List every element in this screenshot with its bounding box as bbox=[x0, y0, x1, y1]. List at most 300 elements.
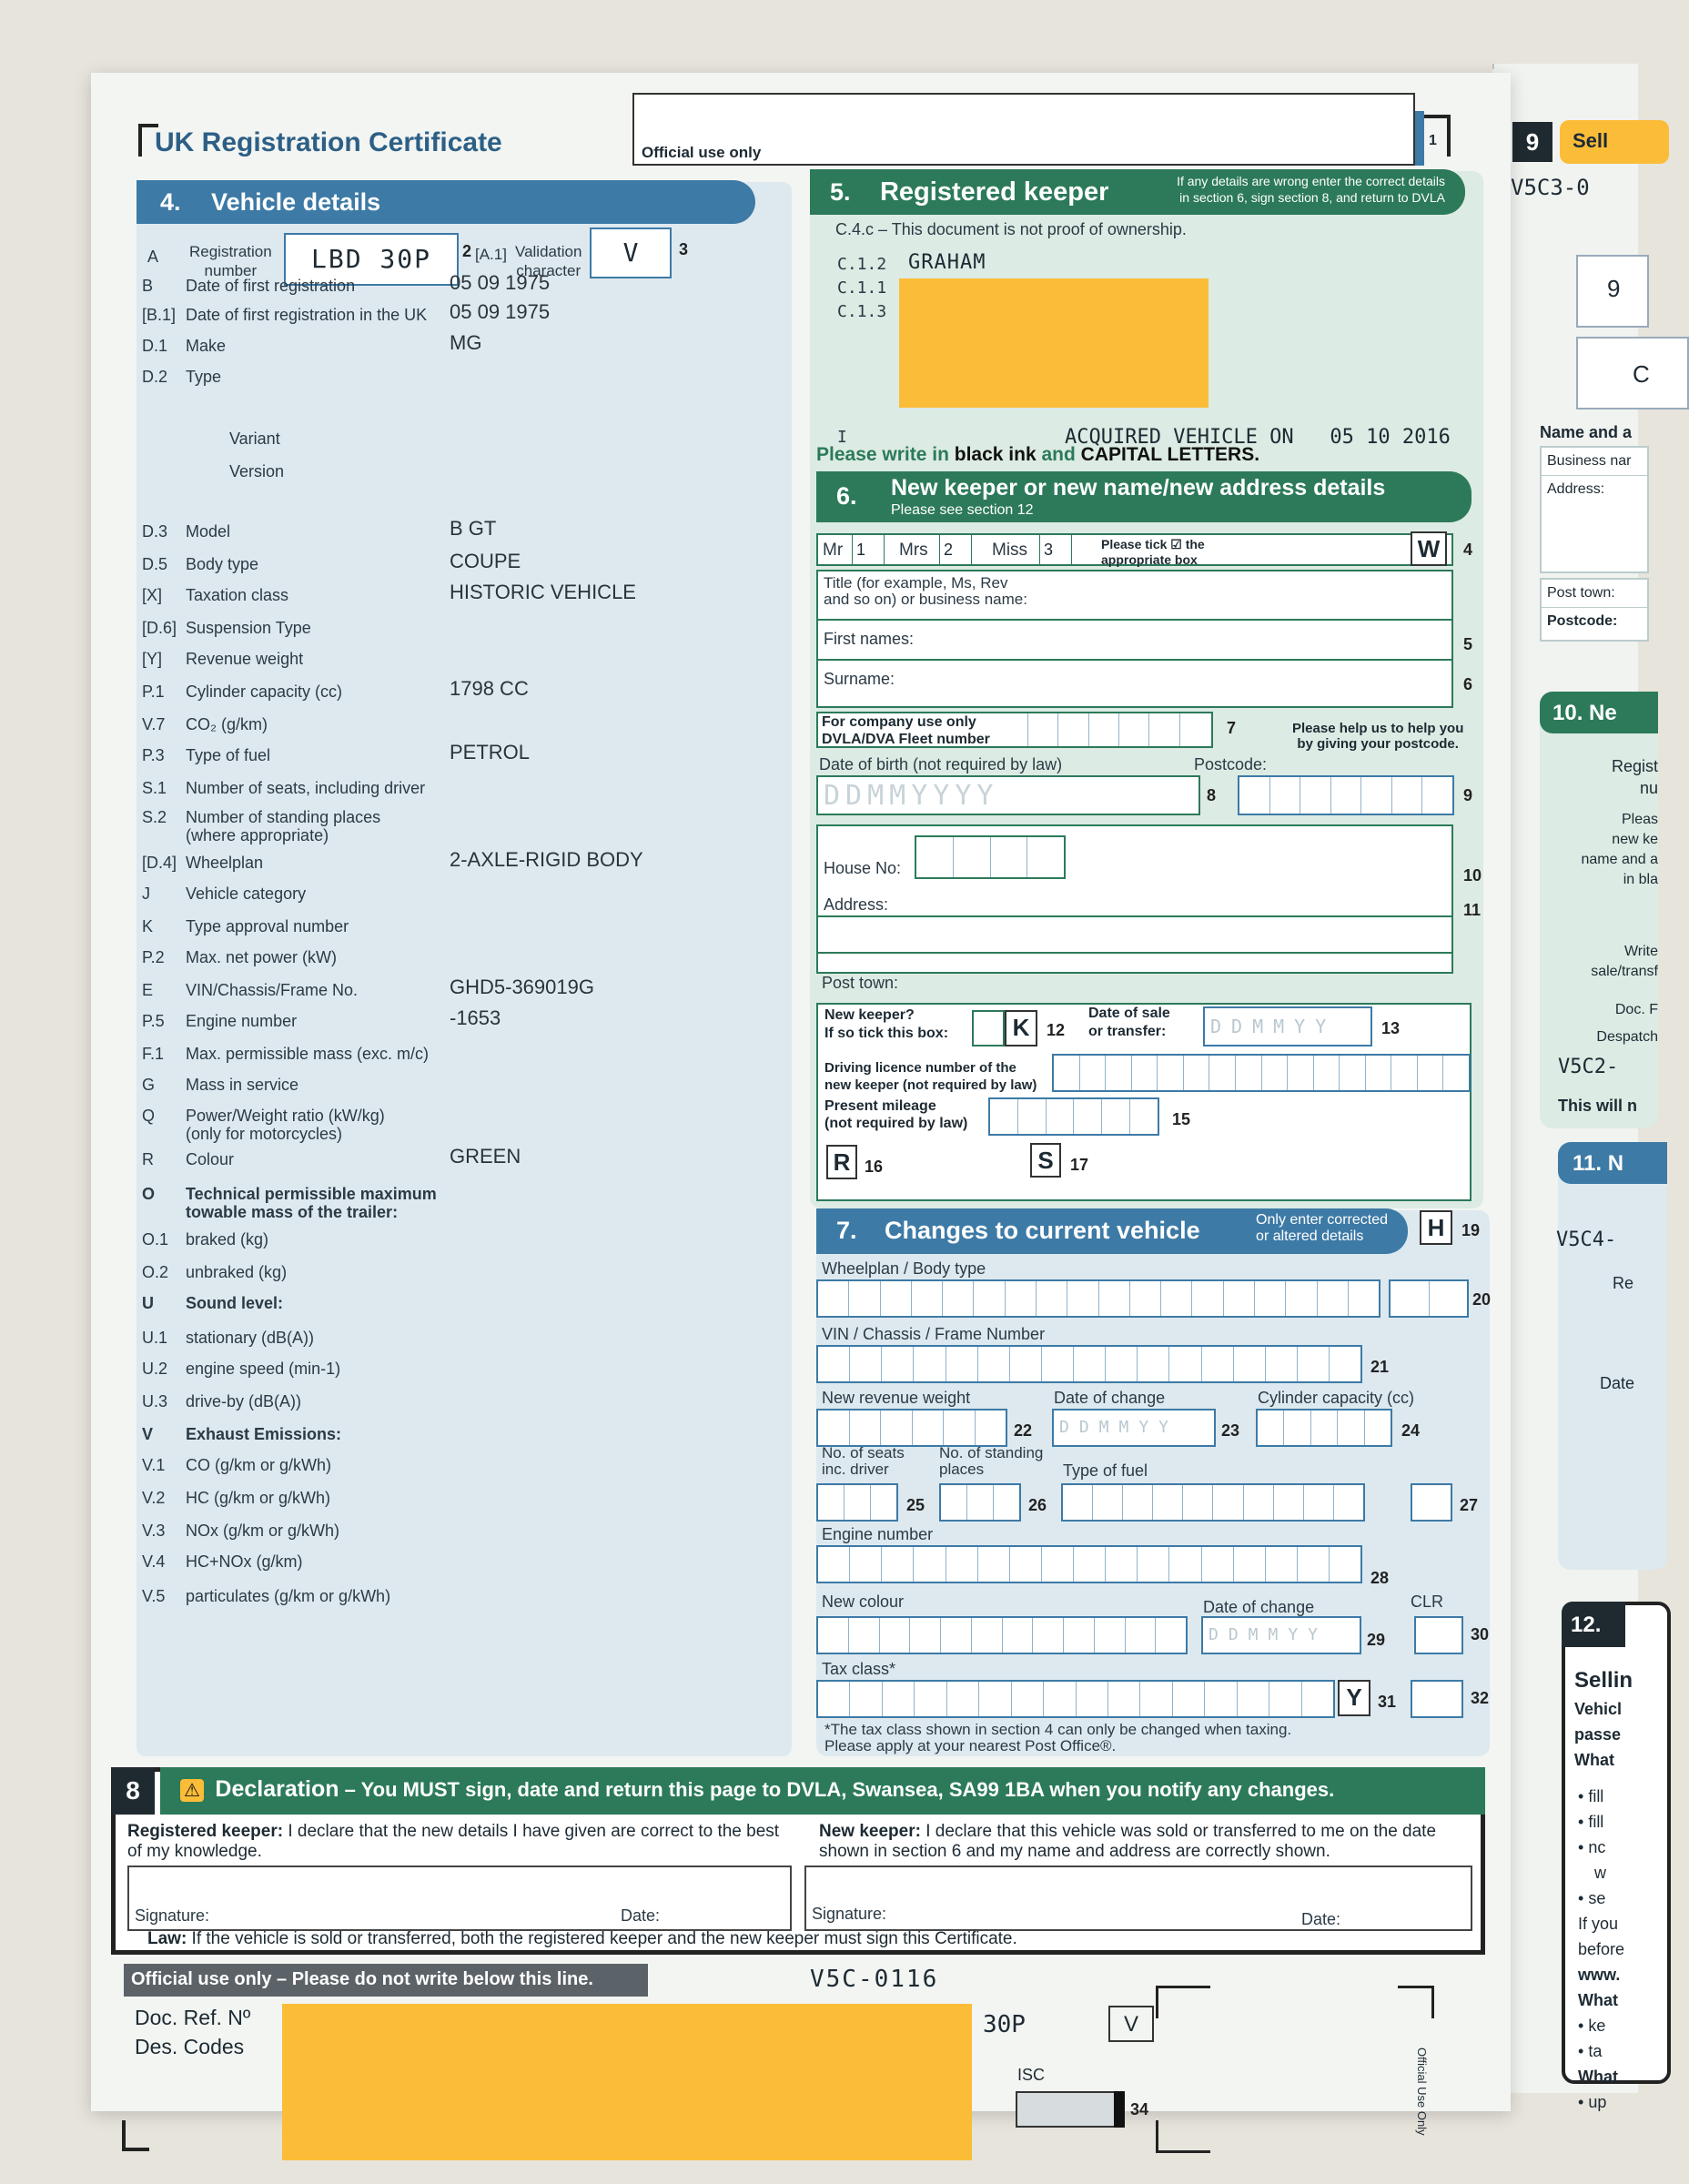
text-pleas: Pleas bbox=[1621, 812, 1658, 827]
field-label: particulates (g/km or g/kWh) bbox=[186, 1587, 391, 1605]
standing-input[interactable] bbox=[939, 1483, 1021, 1522]
colour-date-label: Date of change bbox=[1203, 1598, 1315, 1616]
text-fill1: fill bbox=[1588, 1787, 1604, 1805]
acquired-date: ACQUIRED VEHICLE ON 05 10 2016 bbox=[1065, 426, 1451, 449]
field-label: stationary (dB(A)) bbox=[186, 1329, 315, 1347]
house-number-input[interactable] bbox=[915, 835, 1066, 879]
wheelplan-number: 20 bbox=[1472, 1290, 1492, 1309]
dob-label: Date of birth (not required by law) bbox=[819, 755, 1063, 774]
field-code: V.3 bbox=[142, 1522, 166, 1540]
ref-code: V5C3-0 bbox=[1511, 175, 1590, 200]
text-w: w bbox=[1594, 1864, 1606, 1882]
rk-bold: Registered keeper: bbox=[127, 1822, 284, 1841]
tax-code-number: 32 bbox=[1471, 1689, 1490, 1707]
mrs-checkbox[interactable]: 2 bbox=[939, 535, 972, 564]
field-label: Revenue weight bbox=[186, 650, 304, 668]
official-use-number: 1 bbox=[1429, 133, 1437, 148]
field-label: CO (g/km or g/kWh) bbox=[186, 1456, 332, 1474]
mileage-label: Present mileage (not required by law) bbox=[824, 1098, 968, 1131]
law-text: If the vehicle is sold or transferred, both the registered keeper and the new keeper must sign this Certificate. bbox=[187, 1929, 1017, 1948]
mileage-input[interactable] bbox=[988, 1097, 1159, 1136]
section-5-number: 5. bbox=[830, 178, 851, 206]
official-corner-tr bbox=[1398, 1986, 1434, 2018]
official-use-banner: Official use only – Please do not write below this line. bbox=[124, 1964, 648, 1997]
c12-code: C.1.2 bbox=[837, 255, 887, 274]
field-label: Max. net power (kW) bbox=[186, 948, 338, 966]
seats-input[interactable] bbox=[816, 1483, 898, 1522]
field-code: R bbox=[142, 1150, 154, 1168]
date-of-change-input[interactable] bbox=[1052, 1409, 1216, 1447]
bullet-1: • fill bbox=[1578, 1787, 1604, 1805]
field-code: [B.1] bbox=[142, 306, 177, 324]
text-before: before bbox=[1578, 1940, 1625, 1958]
name-and-address: Name and a bbox=[1540, 423, 1633, 441]
rk-date-label: Date: bbox=[621, 1906, 661, 1925]
adjacent-page bbox=[1492, 64, 1658, 2111]
field-label: HC (g/km or g/kWh) bbox=[186, 1489, 331, 1507]
y-number: 31 bbox=[1378, 1693, 1397, 1711]
text-sellin: Sellin bbox=[1574, 1668, 1633, 1693]
postcode-label: Postcode: bbox=[1547, 613, 1618, 629]
law-notice bbox=[147, 1929, 1017, 1949]
field-label: VIN/Chassis/Frame No. bbox=[186, 981, 359, 999]
divider bbox=[818, 915, 1451, 917]
tax-code-input[interactable] bbox=[1411, 1680, 1463, 1718]
field-value: 2-AXLE-RIGID BODY bbox=[450, 848, 643, 871]
this-will-note: This will n bbox=[1558, 1097, 1638, 1115]
field-label: Mass in service bbox=[186, 1076, 299, 1094]
title-field-label: Title (for example, Ms, Rev and so on) or business name: bbox=[824, 574, 1027, 608]
vin-number: 21 bbox=[1370, 1358, 1390, 1376]
standing-label: No. of standing places bbox=[939, 1444, 1044, 1478]
section-10-write bbox=[1558, 942, 1658, 982]
field-code: U.3 bbox=[142, 1392, 168, 1410]
new-keeper-number: 12 bbox=[1047, 1021, 1066, 1039]
field-code: P.2 bbox=[142, 948, 165, 966]
text-www: www. bbox=[1578, 1966, 1621, 1984]
miss-label: Miss bbox=[992, 541, 1028, 560]
text-what3: What bbox=[1578, 2068, 1618, 2086]
field-code: [D.6] bbox=[142, 619, 177, 637]
text-nu: nu bbox=[1639, 779, 1658, 797]
text-ke: ke bbox=[1588, 2017, 1606, 2035]
official-corner-bl bbox=[1156, 2120, 1210, 2153]
field-label: Suspension Type bbox=[186, 619, 311, 637]
surname-label: Surname: bbox=[824, 670, 895, 688]
date-of-sale-number: 13 bbox=[1381, 1019, 1401, 1037]
field-value: COUPE bbox=[450, 550, 521, 572]
nk-bold: New keeper: bbox=[819, 1822, 921, 1841]
field-code: B bbox=[142, 277, 154, 295]
tick-note: Please tick ☑ the appropriate box bbox=[1101, 537, 1205, 567]
text-vehicl: Vehicl bbox=[1574, 1700, 1623, 1718]
address-label: Address: bbox=[1547, 481, 1605, 497]
name-address-box bbox=[1540, 446, 1649, 573]
bullet-5: • ke bbox=[1578, 2017, 1606, 2035]
field-code: V.4 bbox=[142, 1552, 166, 1571]
r-box: R bbox=[826, 1145, 857, 1179]
field-label: Technical permissible maximum towable mass of the trailer: bbox=[186, 1185, 437, 1221]
field-label: Variant bbox=[229, 430, 280, 448]
business-label: Business nar bbox=[1542, 448, 1647, 476]
seats-number: 25 bbox=[906, 1496, 925, 1514]
fleet-number-box[interactable] bbox=[816, 712, 1213, 748]
clr-number: 30 bbox=[1471, 1625, 1490, 1643]
field-code: S.2 bbox=[142, 808, 167, 826]
rk-signature-box[interactable] bbox=[127, 1866, 792, 1931]
field-code: E bbox=[142, 981, 154, 999]
text-re: Re bbox=[1613, 1274, 1634, 1292]
k-box: K bbox=[1005, 1010, 1037, 1046]
text-passe: passe bbox=[1574, 1725, 1622, 1744]
postcode-label: Postcode: bbox=[1194, 755, 1268, 774]
v5c2-code: V5C2- bbox=[1558, 1056, 1619, 1078]
s-number: 17 bbox=[1070, 1156, 1089, 1174]
divider bbox=[818, 659, 1451, 661]
field-value: 1798 CC bbox=[450, 677, 529, 700]
section-11-header bbox=[1558, 1142, 1667, 1184]
field-code: S.1 bbox=[142, 779, 167, 797]
standing-number: 26 bbox=[1028, 1496, 1047, 1514]
dob-number: 8 bbox=[1207, 786, 1217, 804]
official-use-box bbox=[632, 93, 1415, 166]
text-up: up bbox=[1588, 2093, 1607, 2111]
declaration-instruction: – You MUST sign, date and return this page to DVLA, Swansea, SA99 1BA when you notify any changes. bbox=[339, 1778, 1335, 1801]
revenue-weight-input[interactable] bbox=[816, 1409, 1007, 1447]
post-town-number: 11 bbox=[1463, 901, 1482, 919]
section-7-number: 7. bbox=[836, 1217, 857, 1244]
official-use-vertical: Official Use Only bbox=[1415, 2048, 1429, 2136]
fuel-code-input[interactable] bbox=[1411, 1483, 1452, 1522]
text-write: Write bbox=[1623, 944, 1658, 959]
h-number: 19 bbox=[1461, 1221, 1481, 1239]
footer-validation-box: V bbox=[1108, 2006, 1154, 2042]
address-fields[interactable] bbox=[816, 824, 1453, 974]
nk-date-label: Date: bbox=[1301, 1910, 1341, 1928]
field-code: D.3 bbox=[142, 522, 168, 541]
section-4-number: 4. bbox=[160, 188, 181, 216]
reg-label: Registration number bbox=[189, 243, 272, 279]
field-code: Q bbox=[142, 1107, 156, 1125]
new-keeper-declaration bbox=[819, 1822, 1474, 1862]
nk-text: I declare that this vehicle was sold or transferred to me on the date shown in section 6 and my name and address are correctly shown. bbox=[819, 1822, 1437, 1861]
section-9-title: Sell bbox=[1560, 120, 1669, 164]
field-label: Type of fuel bbox=[186, 746, 271, 764]
field-value: 05 09 1975 bbox=[450, 271, 551, 294]
section-10-text bbox=[1585, 755, 1658, 799]
field-code: O.2 bbox=[142, 1263, 169, 1281]
field-label: drive-by (dB(A)) bbox=[186, 1392, 302, 1410]
redacted-codes bbox=[282, 2004, 972, 2160]
y-box: Y bbox=[1338, 1680, 1370, 1716]
dob-input[interactable] bbox=[816, 775, 1200, 815]
w-number: 4 bbox=[1463, 541, 1473, 559]
clr-input[interactable] bbox=[1414, 1616, 1463, 1654]
ownership-notice: C.4.c – This document is not proof of ownership. bbox=[835, 220, 1187, 238]
mr-checkbox[interactable]: 1 bbox=[852, 535, 885, 564]
first-names-number: 5 bbox=[1463, 635, 1473, 653]
section-10-para bbox=[1558, 810, 1658, 890]
rk-signature-label: Signature: bbox=[135, 1906, 210, 1925]
field-code: O bbox=[142, 1185, 156, 1203]
field-code: D.2 bbox=[142, 368, 168, 386]
nk-signature-label: Signature: bbox=[812, 1905, 887, 1923]
bullet-2: • fill bbox=[1578, 1813, 1604, 1831]
mileage-number: 15 bbox=[1172, 1110, 1191, 1128]
field-code: V.5 bbox=[142, 1587, 166, 1605]
dob-placeholder: DDMMYYYY bbox=[824, 779, 999, 812]
vin-label: VIN / Chassis / Frame Number bbox=[822, 1325, 1046, 1343]
bullet-3: • nc bbox=[1578, 1838, 1606, 1856]
section-10-title: Ne bbox=[1589, 701, 1617, 725]
divider bbox=[818, 952, 1451, 954]
text-namea: name and a bbox=[1581, 852, 1658, 867]
date-of-sale-label: Date of sale or transfer: bbox=[1088, 1006, 1170, 1039]
engine-input[interactable] bbox=[816, 1545, 1362, 1583]
field-code: F.1 bbox=[142, 1045, 165, 1063]
field-label: Number of seats, including driver bbox=[186, 779, 426, 797]
section-4-header bbox=[137, 180, 755, 224]
section-9-number: 9 bbox=[1512, 122, 1552, 162]
fleet-number: 7 bbox=[1227, 719, 1237, 737]
section-10-number: 10. bbox=[1552, 701, 1583, 725]
field-label: HC+NOx (g/km) bbox=[186, 1552, 303, 1571]
text-ta: ta bbox=[1588, 2042, 1603, 2060]
official-use-label: Official use only bbox=[642, 144, 762, 161]
section-6-title: New keeper or new name/new address details bbox=[891, 475, 1386, 500]
section-4-panel bbox=[137, 182, 792, 1756]
validation-field-number: 3 bbox=[679, 240, 689, 258]
field-code: V.1 bbox=[142, 1456, 166, 1474]
divider bbox=[818, 619, 1451, 621]
field-label: Type approval number bbox=[186, 917, 349, 935]
field-code: K bbox=[142, 917, 154, 935]
field-code: [X] bbox=[142, 586, 163, 604]
field-label: Date of first registration in the UK bbox=[186, 306, 428, 324]
section-8-number: 8 bbox=[111, 1767, 155, 1815]
postcode-help: Please help us to help you by giving your postcode. bbox=[1292, 721, 1464, 752]
nk-signature-box[interactable] bbox=[804, 1866, 1472, 1931]
new-keeper-label: New keeper? If so tick this box: bbox=[824, 1007, 949, 1041]
field-label: engine speed (min-1) bbox=[186, 1360, 341, 1378]
field-code: V bbox=[142, 1425, 154, 1443]
field-label: Date of first registration bbox=[186, 277, 356, 295]
colour-number: 29 bbox=[1367, 1631, 1386, 1649]
surname-number: 6 bbox=[1463, 675, 1473, 693]
post-town-label: Post town: bbox=[822, 974, 899, 992]
field-label: unbraked (kg) bbox=[186, 1263, 288, 1281]
colour-date-input[interactable] bbox=[1201, 1616, 1361, 1654]
v5c4-code: V5C4- bbox=[1556, 1228, 1617, 1251]
keeper-name: GRAHAM bbox=[908, 251, 986, 274]
fuel-number: 27 bbox=[1460, 1496, 1479, 1514]
section-7-title: Changes to current vehicle bbox=[884, 1217, 1200, 1244]
vin-input[interactable] bbox=[816, 1345, 1362, 1383]
cylinder-number: 24 bbox=[1401, 1421, 1421, 1440]
bullet-7: • up bbox=[1578, 2093, 1607, 2111]
section-10-header bbox=[1540, 692, 1658, 733]
field-label: Engine number bbox=[186, 1012, 298, 1030]
c13-code: C.1.3 bbox=[837, 302, 887, 321]
new-colour-input[interactable] bbox=[816, 1616, 1188, 1654]
miss-checkbox[interactable]: 3 bbox=[1039, 535, 1072, 564]
address-label: Address: bbox=[824, 895, 889, 914]
post-box bbox=[1540, 578, 1649, 642]
seats-label: No. of seats inc. driver bbox=[822, 1444, 905, 1478]
reg-suffix: 30P bbox=[983, 2011, 1026, 2038]
section-6-header bbox=[816, 471, 1472, 522]
field-code: [D.4] bbox=[142, 854, 177, 872]
i-code: I bbox=[837, 428, 847, 447]
postcode-input[interactable] bbox=[1238, 775, 1454, 815]
field-code: [Y] bbox=[142, 650, 163, 668]
reg-code: A bbox=[147, 248, 159, 266]
section-10-doc bbox=[1558, 996, 1658, 1051]
wheelplan-input[interactable] bbox=[816, 1279, 1381, 1318]
field-label: Cylinder capacity (cc) bbox=[186, 682, 343, 701]
section-4-title: Vehicle details bbox=[211, 188, 381, 216]
isc-box bbox=[1016, 2091, 1125, 2128]
fleet-label bbox=[822, 713, 990, 748]
field-code: V.2 bbox=[142, 1489, 166, 1507]
field-value: B GT bbox=[450, 517, 497, 540]
field-label: NOx (g/km or g/kWh) bbox=[186, 1522, 340, 1540]
field-code: U.2 bbox=[142, 1360, 168, 1378]
des-codes-label: Des. Codes bbox=[135, 2035, 245, 2058]
redacted-address bbox=[899, 278, 1209, 408]
wheelplan-extra[interactable] bbox=[1389, 1279, 1469, 1318]
fleet-label-text: For company use only DVLA/DVA Fleet number bbox=[822, 714, 990, 747]
name-fields[interactable] bbox=[816, 570, 1453, 708]
engine-number: 28 bbox=[1370, 1569, 1390, 1587]
doc-ref-label: Doc. Ref. Nº bbox=[135, 2006, 251, 2029]
field-label: Type bbox=[186, 368, 222, 386]
licence-input[interactable] bbox=[1052, 1054, 1471, 1092]
field-label: Wheelplan bbox=[186, 854, 264, 872]
validation-label: Validation character bbox=[515, 243, 582, 279]
field-value: -1653 bbox=[450, 1006, 501, 1029]
fleet-cells[interactable] bbox=[1027, 713, 1209, 746]
revenue-weight-label: New revenue weight bbox=[822, 1389, 971, 1407]
field-code: V.7 bbox=[142, 715, 166, 733]
field-label: Make bbox=[186, 337, 227, 355]
page-title: UK Registration Certificate bbox=[155, 127, 502, 157]
section-12-number: 12. bbox=[1562, 1602, 1625, 1647]
section-5-title: Registered keeper bbox=[879, 177, 1109, 207]
clr-label: CLR bbox=[1411, 1592, 1444, 1611]
wheelplan-label: Wheelplan / Body type bbox=[822, 1259, 986, 1278]
registration-number[interactable]: LBD 30P bbox=[284, 233, 459, 286]
cylinder-label: Cylinder capacity (cc) bbox=[1258, 1389, 1415, 1407]
date-of-change-number: 23 bbox=[1221, 1421, 1240, 1440]
validation-character[interactable]: V bbox=[590, 228, 672, 278]
field-code: D.5 bbox=[142, 555, 168, 573]
official-use-edge bbox=[1415, 111, 1424, 166]
field-label: Max. permissible mass (exc. m/c) bbox=[186, 1045, 430, 1063]
text-what: What bbox=[1574, 1751, 1614, 1769]
w-box: W bbox=[1411, 531, 1447, 566]
text-docf: Doc. F bbox=[1614, 1002, 1658, 1017]
field-label: Number of standing places (where appropriate) bbox=[186, 808, 381, 844]
section-6-subtitle: Please see section 12 bbox=[891, 502, 1034, 518]
form-reference: V5C-0116 bbox=[810, 1966, 939, 1993]
section-7-header bbox=[816, 1208, 1408, 1254]
text-ifyou: If you bbox=[1578, 1915, 1619, 1933]
fuel-input[interactable] bbox=[1061, 1483, 1365, 1522]
field-label: braked (kg) bbox=[186, 1230, 269, 1249]
field-label: Vehicle category bbox=[186, 885, 307, 903]
ink-instruction bbox=[816, 444, 1259, 466]
declaration-title: Declaration bbox=[215, 1776, 339, 1802]
field-code: P.3 bbox=[142, 746, 165, 764]
date-of-sale-input[interactable] bbox=[1203, 1006, 1372, 1046]
sale-placeholder: DDMMYY bbox=[1210, 1016, 1337, 1037]
text-no: nc bbox=[1588, 1838, 1606, 1856]
law-bold: Law: bbox=[147, 1929, 187, 1948]
field-value: GREEN bbox=[450, 1145, 521, 1168]
h-box: H bbox=[1420, 1210, 1452, 1245]
section-6-number: 6. bbox=[836, 482, 857, 510]
c11-code: C.1.1 bbox=[837, 278, 887, 298]
mrs-label: Mrs bbox=[899, 541, 928, 560]
field-label: Body type bbox=[186, 555, 259, 573]
section-7-note: Only enter corrected or altered details bbox=[1256, 1212, 1388, 1244]
field-value: GHD5-369019G bbox=[450, 976, 594, 998]
ink-a: Please write in bbox=[816, 444, 955, 465]
section-11-panel bbox=[1558, 1142, 1667, 1570]
field-code: G bbox=[142, 1076, 156, 1094]
ink-b: black ink bbox=[954, 444, 1037, 465]
official-corner-tl bbox=[1156, 1986, 1210, 2018]
field-code: P.1 bbox=[142, 682, 165, 701]
text-se: se bbox=[1588, 1889, 1606, 1907]
cylinder-input[interactable] bbox=[1256, 1409, 1392, 1447]
text-what2: What bbox=[1578, 1991, 1618, 2009]
field-label: Power/Weight ratio (kW/kg) (only for motorcycles) bbox=[186, 1107, 385, 1143]
field-code: O.1 bbox=[142, 1230, 169, 1249]
field-code: U bbox=[142, 1294, 154, 1312]
r-number: 16 bbox=[865, 1158, 884, 1176]
corner-mark-bottom-left bbox=[122, 2120, 149, 2151]
house-label: House No: bbox=[824, 859, 902, 877]
text-regist: Regist bbox=[1611, 757, 1658, 775]
tax-class-input[interactable] bbox=[816, 1680, 1335, 1718]
box-9: 9 bbox=[1576, 255, 1649, 328]
section-5-header bbox=[810, 169, 1465, 215]
field-value: PETROL bbox=[450, 741, 531, 763]
text-despatch: Despatch bbox=[1596, 1029, 1658, 1045]
revenue-weight-number: 22 bbox=[1014, 1421, 1033, 1440]
field-value: HISTORIC VEHICLE bbox=[450, 581, 636, 603]
field-label: CO₂ (g/km) bbox=[186, 715, 268, 733]
field-label: Exhaust Emissions: bbox=[186, 1425, 342, 1443]
ink-c: and bbox=[1036, 444, 1081, 465]
warning-icon: ⚠ bbox=[180, 1779, 204, 1802]
new-keeper-checkbox[interactable] bbox=[972, 1010, 1005, 1046]
text-fill2: fill bbox=[1588, 1813, 1604, 1831]
isc-label: ISC bbox=[1017, 2066, 1046, 2084]
field-code: J bbox=[142, 885, 150, 903]
isc-number: 34 bbox=[1130, 2100, 1149, 2118]
engine-label: Engine number bbox=[822, 1525, 934, 1543]
text-inbl: in bla bbox=[1623, 872, 1658, 887]
bullet-6: • ta bbox=[1578, 2042, 1603, 2060]
s-box: S bbox=[1030, 1143, 1061, 1178]
box-c: C bbox=[1576, 337, 1689, 410]
field-code: D.1 bbox=[142, 337, 168, 355]
ink-d: CAPITAL LETTERS. bbox=[1080, 444, 1260, 465]
address-number: 10 bbox=[1463, 866, 1482, 885]
